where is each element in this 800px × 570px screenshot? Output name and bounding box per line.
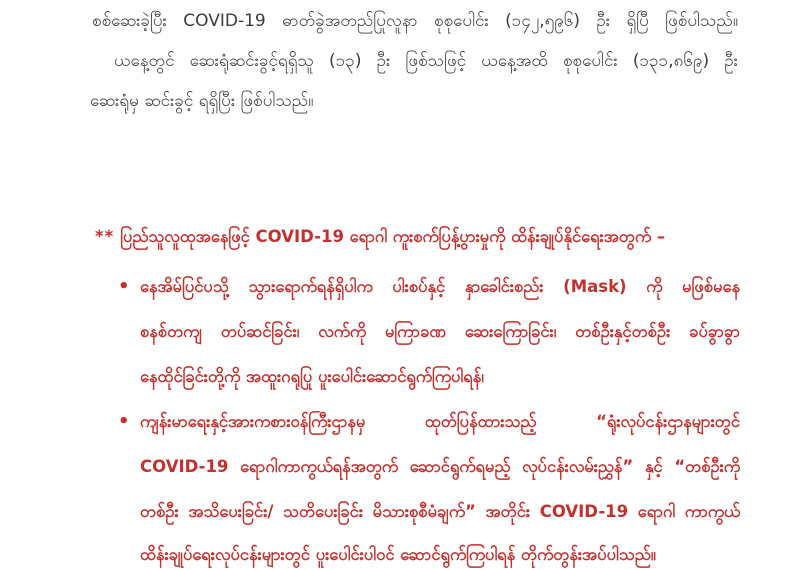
bullet1-line-3: နေထိုင်ခြင်းတို့ကို အထူးဂရုပြု ပူးပေါင်းဆောင်ရွက်ကြပါရန်၊ bbox=[140, 367, 484, 386]
advisory-heading-marker: ** bbox=[95, 227, 115, 246]
intro-line-3: ဆေးရုံမှ ဆင်းခွင့် ရရှိပြီး ဖြစ်ပါသည်။ bbox=[90, 91, 314, 111]
bullet-dot-2: • bbox=[118, 411, 130, 432]
intro-line-1: စစ်ဆေးခဲ့ပြီး COVID-19 ဓာတ်ခွဲအတည်ပြုလူနာ စုစုပေါင်း (၁၄၂,၅၉၆) ဦး ရှိပြီ ဖြစ်ပါသည်။ bbox=[92, 11, 738, 31]
bullet2-line-2: COVID-19 ရောဂါကာကွယ်ရန်အတွက် ဆောင်ရွက်ရမည့် လုပ်ငန်းလမ်းညွှန်” နှင့် “တစ်ဦးကို bbox=[140, 457, 740, 476]
bullet2-line-4-clipped: ထိန်းချုပ်ရေးလုပ်ငန်းများတွင် ပူးပေါင်းပါဝင် ဆောင်ရွက်ကြပါရန် တိုက်တွန်းအပ်ပါသည်။ bbox=[140, 545, 656, 564]
bullet1-line-2: စနစ်တကျ တပ်ဆင်ခြင်း၊ လက်ကို မကြာခဏ ဆေးကြောခြင်း၊ တစ်ဦးနှင့်တစ်ဦး ခပ်ခွာခွာ bbox=[140, 322, 740, 341]
advisory-heading-text: ပြည်သူလူထုအနေဖြင့် COVID-19 ရောဂါ ကူးစက်ပြန့်ပွားမှုကို ထိန်းချုပ်နိုင်ရေးအတွက် – bbox=[120, 227, 666, 246]
bullet2-line-3: တစ်ဦး အသိပေးခြင်း/ သတိပေးခြင်း မိသားစုစီမံချက်” အတိုင်း COVID-19 ရောဂါ ကာကွယ် bbox=[140, 502, 740, 521]
bullet2-line-1: ကျန်းမာရေးနှင့်အားကစားဝန်ကြီးဌာနမှ ထုတ်ပြန်ထားသည့် “ရုံးလုပ်ငန်းဌာနများတွင် bbox=[140, 412, 740, 431]
intro-line-2: ယနေ့တွင် ဆေးရုံဆင်းခွင့်ရရှိသူ (၁၃) ဦး ဖြစ်သဖြင့် ယနေ့အထိ စုစုပေါင်း (၁၃၁,၈၆၉) ဦး bbox=[114, 51, 738, 71]
bullet1-line-1: နေအိမ်ပြင်ပသို့ သွားရောက်ရန်ရှိပါက ပါးစပ်နှင့် နှာခေါင်းစည်း (Mask) ကို မဖြစ်မနေ bbox=[140, 277, 740, 296]
advisory-heading bbox=[95, 222, 740, 252]
bullet-dot-1: • bbox=[118, 276, 130, 297]
